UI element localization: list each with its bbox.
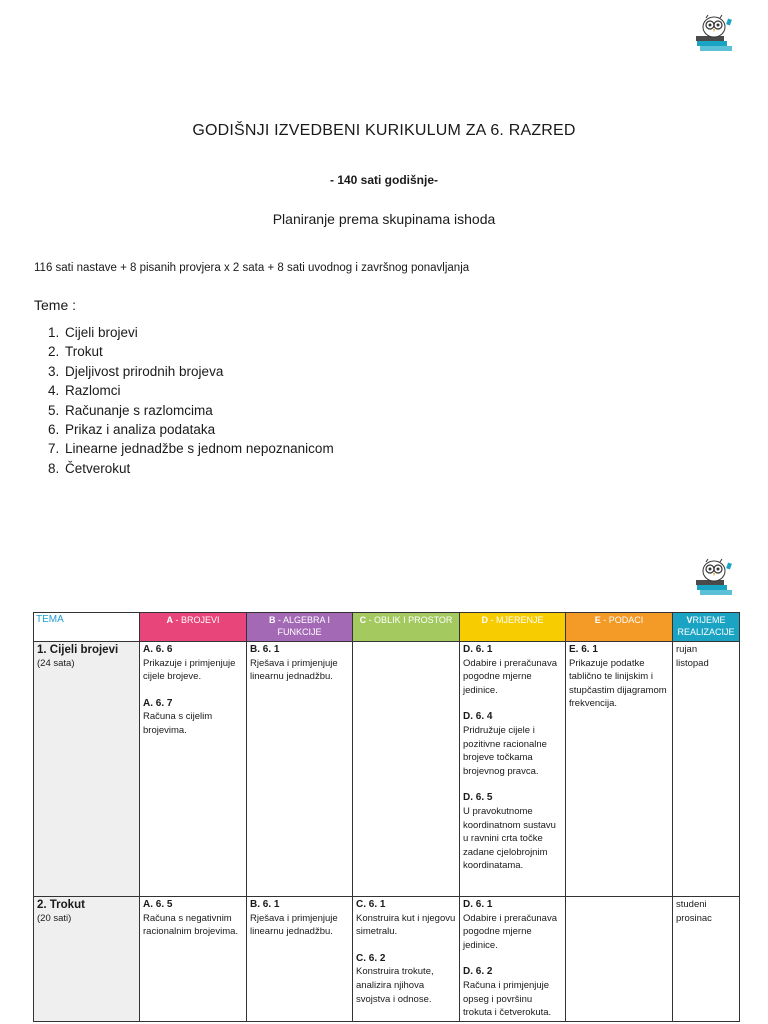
topic-number: 6.	[48, 421, 60, 437]
cell-b	[247, 897, 353, 1022]
outcome-text: Odabire i preračunava pogodne mjerne jedinice.	[463, 657, 557, 696]
cell-d	[460, 642, 566, 897]
month-label: rujan	[676, 644, 698, 655]
planning-heading: Planiranje prema skupinama ishoda	[272, 211, 496, 227]
outcome-text: Prikazuje podatke tablično te linijskim i stupčastim dijagramom frekvencija.	[569, 657, 667, 710]
topic-label: Četverokut	[65, 460, 131, 476]
curriculum-table	[33, 612, 740, 1022]
header-c-oblik: C - OBLIK I PROSTOR	[353, 613, 460, 642]
topic-item	[48, 323, 334, 342]
cell-a	[140, 897, 247, 1022]
tema-cell	[34, 642, 140, 897]
tema-name: 2. Trokut	[37, 899, 85, 911]
header-d-mjerenje: D - MJERENJE	[460, 613, 566, 642]
cell-e	[566, 642, 673, 897]
tema-hours: (24 sata)	[37, 658, 75, 669]
topic-label: Cijeli brojevi	[65, 325, 138, 340]
table-header-row	[34, 613, 740, 642]
topic-item	[48, 362, 334, 381]
outcome-code: D. 6. 2	[463, 966, 493, 978]
topic-item	[48, 401, 334, 420]
outcome-code: B. 6. 1	[250, 899, 280, 910]
outcome-text: Računa s cijelim brojevima.	[143, 711, 213, 736]
outcome-text: Rješava i primjenjuje linearnu jednadžbu.	[250, 657, 338, 683]
hours-breakdown: 116 sati nastave + 8 pisanih provjera x 2 sata + 8 sati uvodnog i završnog ponavljanja	[34, 262, 470, 274]
topic-item	[48, 381, 334, 400]
topic-item	[48, 459, 334, 478]
outcome-code: B. 6. 1	[250, 644, 280, 655]
annual-hours-subtitle: - 140 sati godišnje-	[329, 173, 439, 187]
topic-label: Trokut	[65, 344, 103, 360]
tema-hours: (20 sati)	[37, 913, 72, 924]
cell-vrijeme	[673, 897, 740, 1022]
topic-label: Prikaz i analiza podataka	[65, 421, 216, 437]
topic-label: Računanje s razlomcima	[65, 402, 213, 418]
owl-on-books-icon	[694, 558, 736, 598]
outcome-code: D. 6. 1	[463, 899, 493, 910]
outcome-text: Konstruira kut i njegovu simetralu.	[356, 912, 456, 938]
topic-number: 8.	[48, 460, 60, 476]
cell-a	[140, 642, 247, 897]
outcome-text: Računa i primjenjuje opseg i površinu trokuta i četverokuta.	[463, 979, 552, 1019]
topic-number: 5.	[48, 402, 60, 418]
outcome-text: Pridružuje cijele i pozitivne racionalne brojeve točkama brojevnog pravca.	[463, 724, 547, 777]
header-e-podaci: E - PODACI	[566, 613, 673, 642]
document-title: GODIŠNJI IZVEDBENI KURIKULUM ZA 6. RAZRED	[192, 122, 576, 139]
topic-item	[48, 439, 334, 458]
cell-d	[460, 897, 566, 1022]
outcome-code: E. 6. 1	[569, 644, 598, 655]
month-label: listopad	[676, 657, 709, 669]
outcome-code: A. 6. 5	[143, 899, 173, 910]
topic-number: 3.	[48, 363, 60, 379]
header-a-brojevi: A - BROJEVI	[140, 613, 247, 642]
outcome-text: Računa s negativnim racionalnim brojevima.	[143, 912, 239, 938]
topic-number: 7.	[48, 441, 60, 457]
outcome-code: D. 6. 1	[463, 644, 493, 655]
topic-label: Linearne jednadžbe s jednom nepoznanicom	[65, 441, 334, 457]
month-label: prosinac	[676, 912, 712, 924]
outcome-code: A. 6. 6	[143, 644, 173, 655]
cell-c	[353, 642, 460, 897]
outcome-text: Konstruira trokute, analizira njihova svojstva i odnose.	[356, 966, 434, 1005]
table-row	[34, 642, 740, 897]
topics-label: Teme :	[34, 297, 77, 313]
outcome-text: Rješava i primjenjuje linearnu jednadžbu.	[250, 912, 338, 938]
topics-list	[48, 323, 334, 478]
tema-cell	[34, 897, 140, 1022]
outcome-code: C. 6. 2	[356, 952, 386, 964]
header-b-algebra: B - ALGEBRA I FUNKCIJE	[247, 613, 353, 642]
outcome-code: C. 6. 1	[356, 899, 386, 910]
outcome-code: D. 6. 4	[463, 711, 493, 723]
topic-item	[48, 420, 334, 439]
topic-label: Razlomci	[65, 383, 121, 399]
topic-number: 2.	[48, 344, 60, 360]
topic-item	[48, 342, 334, 361]
cell-c	[353, 897, 460, 1022]
cell-e	[566, 897, 673, 1022]
owl-books-logo-table	[694, 558, 736, 598]
outcome-text: U pravokutnome koordinatnom sustavu u ravnini crta točke zadane cjelobrojnim koordinatama.	[463, 805, 556, 872]
outcome-code: A. 6. 7	[143, 697, 173, 709]
topic-number: 1.	[48, 325, 60, 340]
header-tema: TEMA	[34, 613, 140, 642]
topic-label: Djeljivost prirodnih brojeva	[65, 363, 224, 379]
outcome-code: D. 6. 5	[463, 792, 493, 804]
header-vrijeme: VRIJEME REALIZACIJE	[673, 613, 740, 642]
outcome-text: Odabire i preračunava pogodne mjerne jedinice.	[463, 912, 557, 951]
topic-number: 4.	[48, 383, 60, 399]
owl-on-books-icon	[694, 14, 736, 54]
cell-vrijeme	[673, 642, 740, 897]
tema-name: 1. Cijeli brojevi	[37, 644, 119, 656]
owl-books-logo-top	[694, 14, 736, 54]
outcome-text: Prikazuje i primjenjuje cijele brojeve.	[143, 657, 236, 683]
table-row	[34, 897, 740, 1022]
cell-b	[247, 642, 353, 897]
month-label: studeni	[676, 899, 707, 910]
